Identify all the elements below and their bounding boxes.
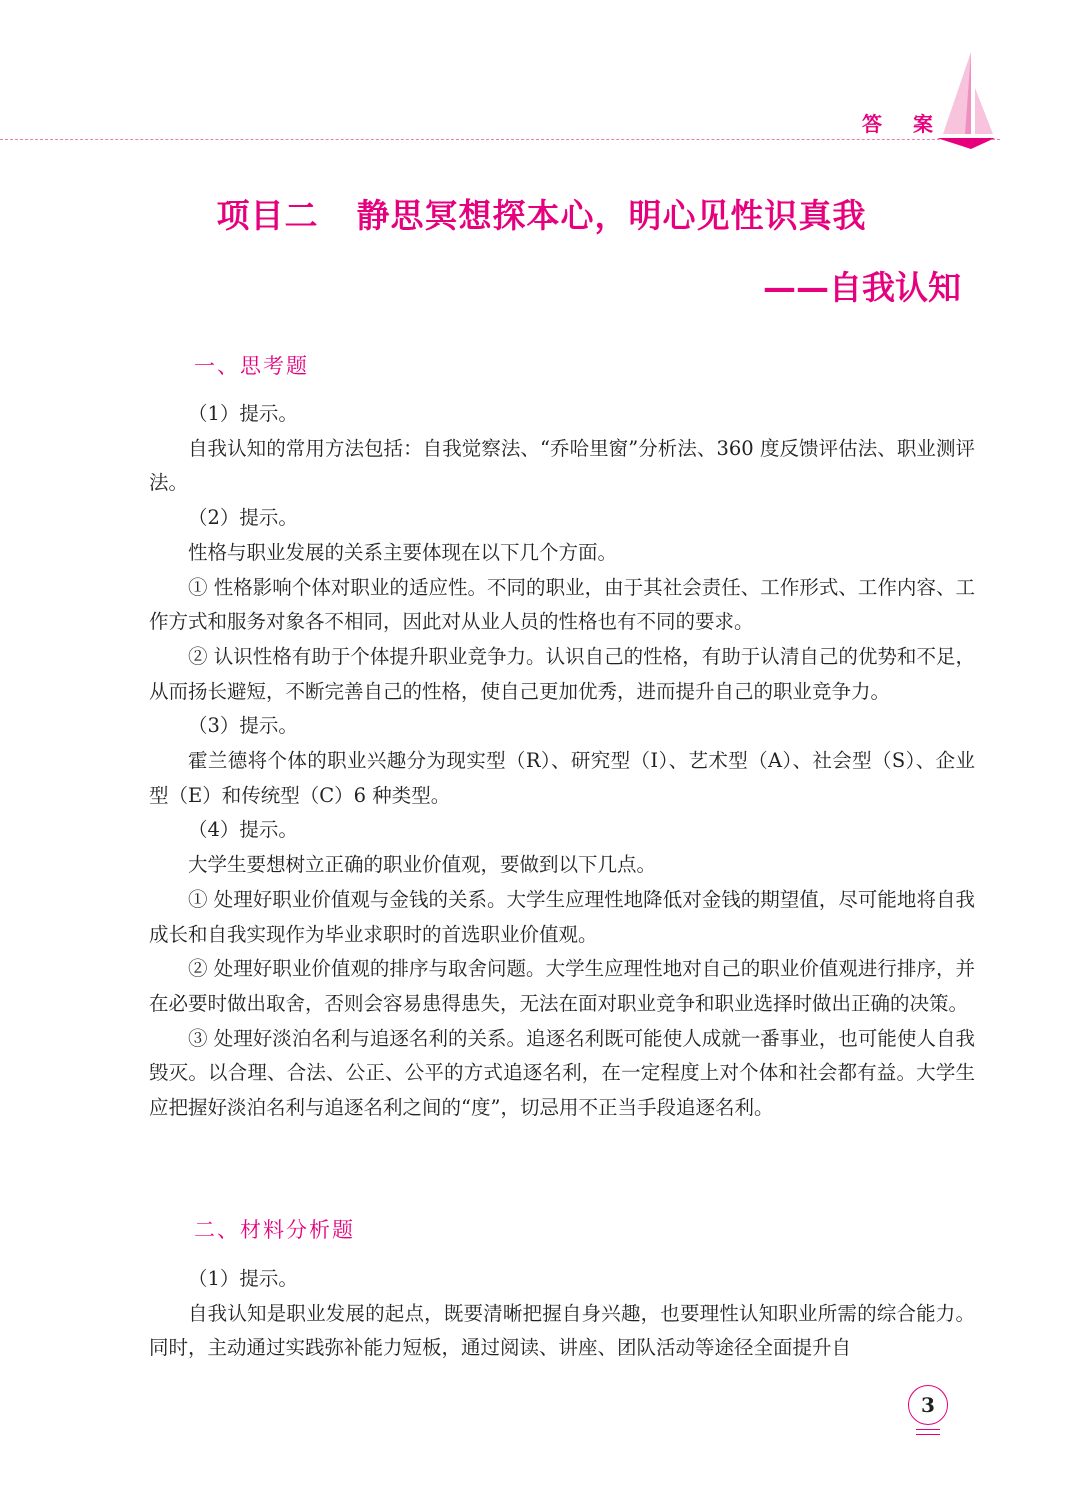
paragraph: ① 性格影响个体对职业的适应性。不同的职业，由于其社会责任、工作形式、工作内容、工作方式和服务对象各不相同，因此对从业人员的性格也有不同的要求。 (149, 575, 975, 634)
paragraph: 性格与职业发展的关系主要体现在以下几个方面。 (188, 540, 618, 564)
page-number-underline (916, 1429, 940, 1430)
paragraph: （3）提示。 (188, 714, 298, 738)
page-subtitle: ——自我认知 (763, 268, 961, 307)
page-number-underline (916, 1434, 940, 1435)
header-dashed-line (0, 139, 1000, 140)
section-heading-1: 一、思考题 (194, 354, 309, 378)
paragraph: 霍兰德将个体的职业兴趣分为现实型（R）、研究型（I）、艺术型（A）、社会型（S）、企业型（E）和传统型（C）6 种类型。 (149, 749, 975, 807)
section-heading-2: 二、材料分析题 (194, 1218, 355, 1242)
paragraph: ③ 处理好淡泊名利与追逐名利的关系。追逐名利既可能使人成就一番事业，也可能使人自我毁灭。以合理、合法、公正、公平的方式追逐名利，在一定程度上对个体和社会都有益。大学生应把握好淡泊名利与追逐名利之间的“度”，切忌用不正当手段追逐名利。 (149, 1026, 975, 1120)
page-number: 3 (908, 1385, 948, 1425)
paragraph: 自我认知是职业发展的起点，既要清晰把握自身兴趣，也要理性认知职业所需的综合能力。同时，主动通过实践弥补能力短板，通过阅读、讲座、团队活动等途径全面提升自 (149, 1301, 975, 1360)
sailboat-icon (935, 52, 997, 152)
header-label: 答 案 (862, 112, 945, 136)
page-title (0, 190, 1083, 237)
section-1-body (149, 397, 975, 1126)
paragraph: 大学生要想树立正确的职业价值观，要做到以下几点。 (188, 853, 657, 877)
paragraph: （1）提示。 (188, 402, 298, 425)
section-2-body (149, 1262, 975, 1366)
paragraph: ② 认识性格有助于个体提升职业竞争力。认识自己的性格，有助于认清自己的优势和不足，从而扬长避短，不断完善自己的性格，使自己更加优秀，进而提升自己的职业竞争力。 (149, 644, 975, 703)
paragraph: （1）提示。 (188, 1267, 298, 1290)
paragraph: ① 处理好职业价值观与金钱的关系。大学生应理性地降低对金钱的期望值，尽可能地将自我成长和自我实现作为毕业求职时的首选职业价值观。 (149, 887, 975, 946)
paragraph: （2）提示。 (188, 506, 298, 530)
title-project: 项目二 (216, 196, 319, 235)
paragraph: ② 处理好职业价值观的排序与取舍问题。大学生应理性地对自己的职业价值观进行排序，并在必要时做出取舍，否则会容易患得患失，无法在面对职业竞争和职业选择时做出正确的决策。 (149, 957, 975, 1015)
paragraph: 自我认知的常用方法包括：自我觉察法、“乔哈里窗”分析法、360 度反馈评估法、职业测评法。 (149, 436, 975, 495)
paragraph: （4）提示。 (188, 818, 298, 842)
title-text: 静思冥想探本心，明心见性识真我 (356, 196, 867, 235)
